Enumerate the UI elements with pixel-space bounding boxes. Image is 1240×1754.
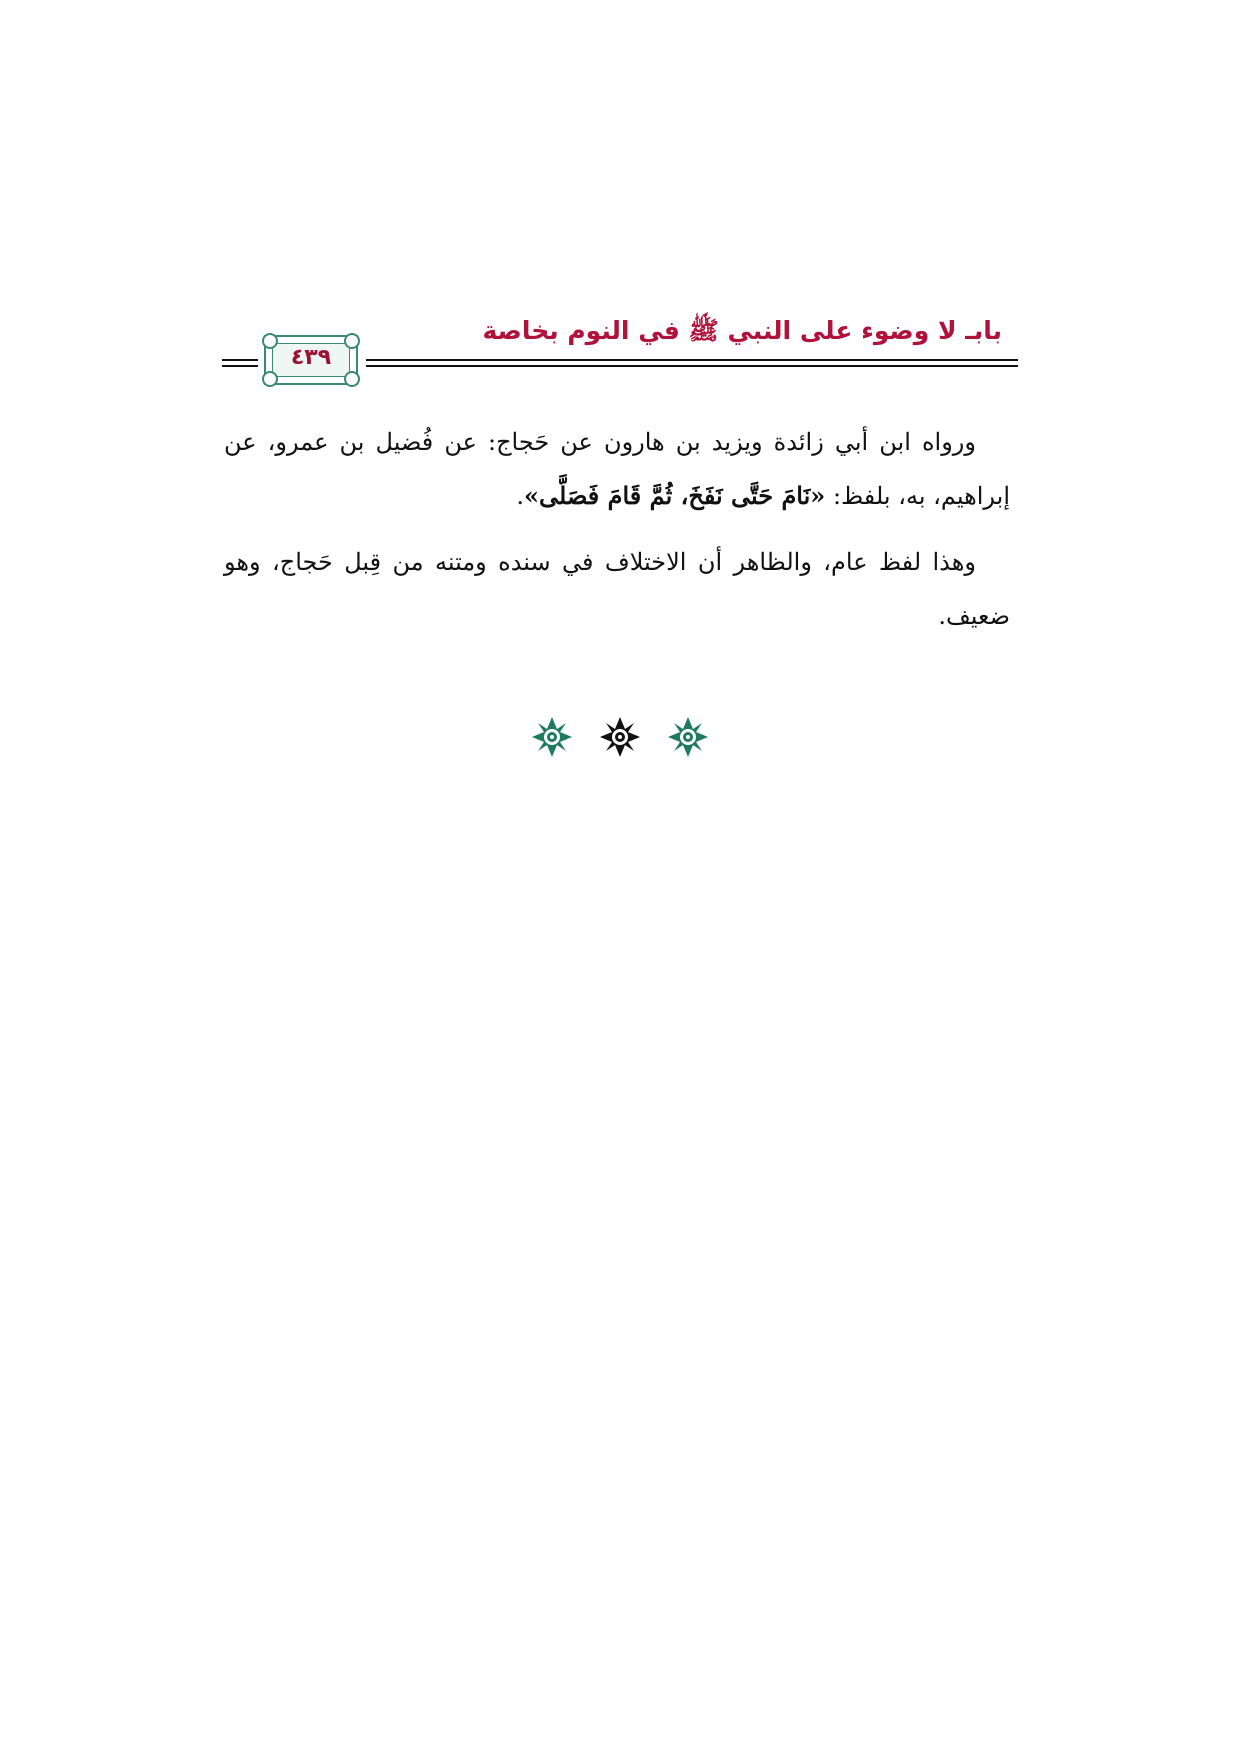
header-rule-right-bottom — [366, 365, 1018, 367]
paragraph-1 — [224, 415, 1010, 523]
eight-point-star-ornament-icon — [666, 715, 710, 759]
section-end-ornaments — [530, 713, 710, 761]
paragraph-2-text: وهذا لفظ عام، والظاهر أن الاختلاف في سنده ومتنه من قِبل حَجاج، وهو ضعيف. — [224, 548, 1010, 630]
page-number-frame — [264, 335, 358, 385]
frame-corner-ornament-icon — [262, 371, 278, 387]
paragraph-1-tail: . — [516, 482, 524, 510]
eight-point-star-ornament-icon — [598, 715, 642, 759]
paragraph-2 — [224, 535, 1010, 643]
paragraph-1-text: ورواه ابن أبي زائدة ويزيد بن هارون عن حَجاج: عن فُضيل بن عمرو، عن إبراهيم، به، بلفظ: — [224, 428, 1010, 510]
running-header-title: بابـ لا وضوء على النبي ﷺ في النوم بخاصة — [482, 316, 1002, 345]
hadith-quote: «نَامَ حَتَّى نَفَخَ، ثُمَّ قَامَ فَصَلَّى» — [524, 481, 826, 510]
header-rule-right-top — [366, 359, 1018, 361]
header-rule-left-bottom — [222, 365, 258, 367]
header-rule-left-top — [222, 359, 258, 361]
frame-corner-ornament-icon — [344, 371, 360, 387]
page-number: ٤٣٩ — [290, 345, 332, 370]
eight-point-star-ornament-icon — [530, 715, 574, 759]
